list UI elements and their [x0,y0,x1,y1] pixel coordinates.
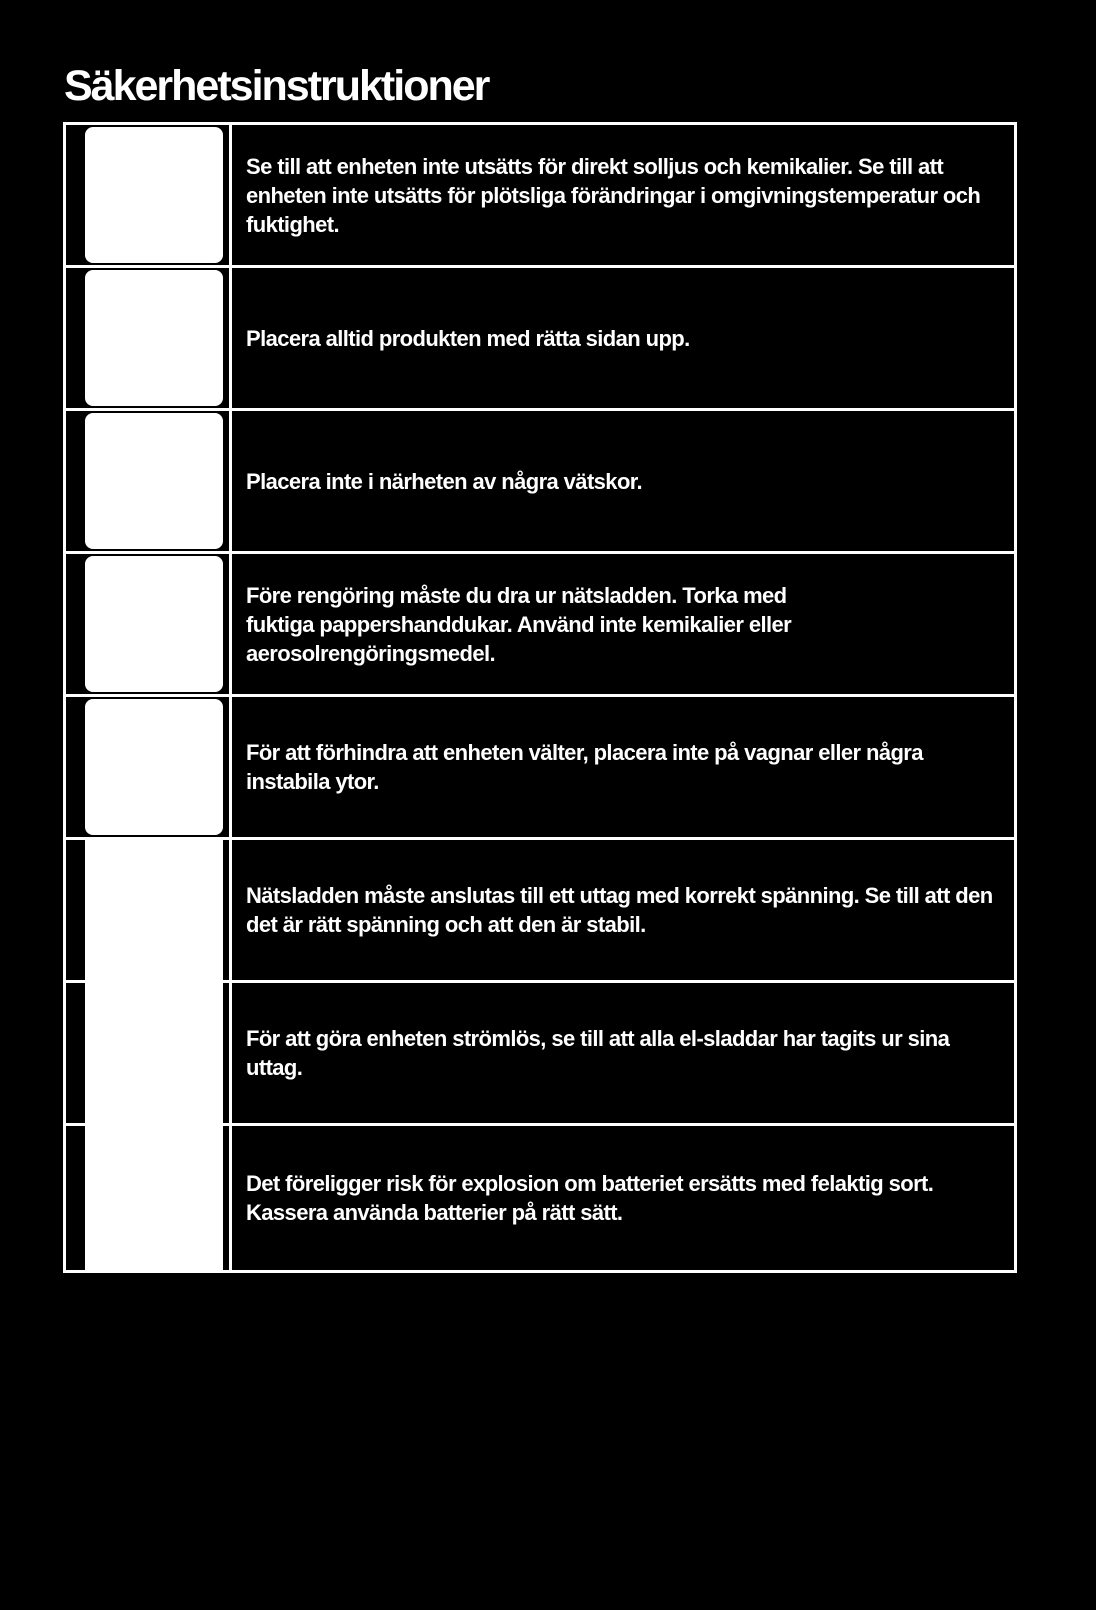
this-side-up-icon [85,270,223,406]
instruction-text: För att förhindra att enheten välter, placera inte på vagnar eller några instabila ytor. [246,740,923,794]
icon-cell [66,1126,232,1270]
instruction-row [66,268,1014,411]
no-unstable-surface-icon [85,699,223,835]
unplug-power-icon [85,983,223,1123]
text-cell [232,554,1014,694]
instruction-text: Före rengöring måste du dra ur nätsladden. Torka med fuktiga pappershanddukar. Använd inte kemikalier eller aerosolrengöringsmedel. [246,582,792,666]
instruction-row [66,411,1014,554]
cleaning-icon [85,556,223,692]
icon-cell [66,697,232,837]
icon-cell [66,268,232,408]
icon-cell [66,125,232,265]
instruction-row [66,697,1014,840]
instruction-text: För att göra enheten strömlös, se till att alla el-sladdar har tagits ur sina uttag. [246,1026,950,1080]
instruction-text: Placera alltid produkten med rätta sidan upp. [246,325,690,351]
instruction-row [66,1126,1014,1270]
icon-cell [66,983,232,1123]
safety-instructions-table [63,122,1017,1273]
instruction-row [66,983,1014,1126]
instruction-row [66,554,1014,697]
instruction-text: Se till att enheten inte utsätts för direkt solljus och kemikalier. Se till att enheten inte utsätts för plötsliga förändringar i omgivningstemperatur och fuktighet. [246,153,981,237]
power-outlet-voltage-icon [85,840,223,980]
text-cell [232,125,1014,265]
instruction-row [66,125,1014,268]
instruction-row [66,840,1014,983]
icon-cell [66,554,232,694]
page-title: Säkerhetsinstruktioner [64,62,489,110]
text-cell [232,268,1014,408]
text-cell [232,840,1014,980]
no-liquids-icon [85,413,223,549]
instruction-text: Nätsladden måste anslutas till ett uttag med korrekt spänning. Se till att den det är rätt spänning och att den är stabil. [246,883,993,937]
instruction-text: Det föreligger risk för explosion om batteriet ersätts med felaktig sort. Kassera använda batterier på rätt sätt. [246,1171,934,1225]
text-cell [232,697,1014,837]
icon-cell [66,840,232,980]
text-cell [232,1126,1014,1270]
icon-cell [66,411,232,551]
sun-chemicals-warning-icon [85,127,223,263]
battery-warning-icon [85,1126,223,1270]
text-cell [232,411,1014,551]
text-cell [232,983,1014,1123]
instruction-text: Placera inte i närheten av några vätskor. [246,468,643,494]
